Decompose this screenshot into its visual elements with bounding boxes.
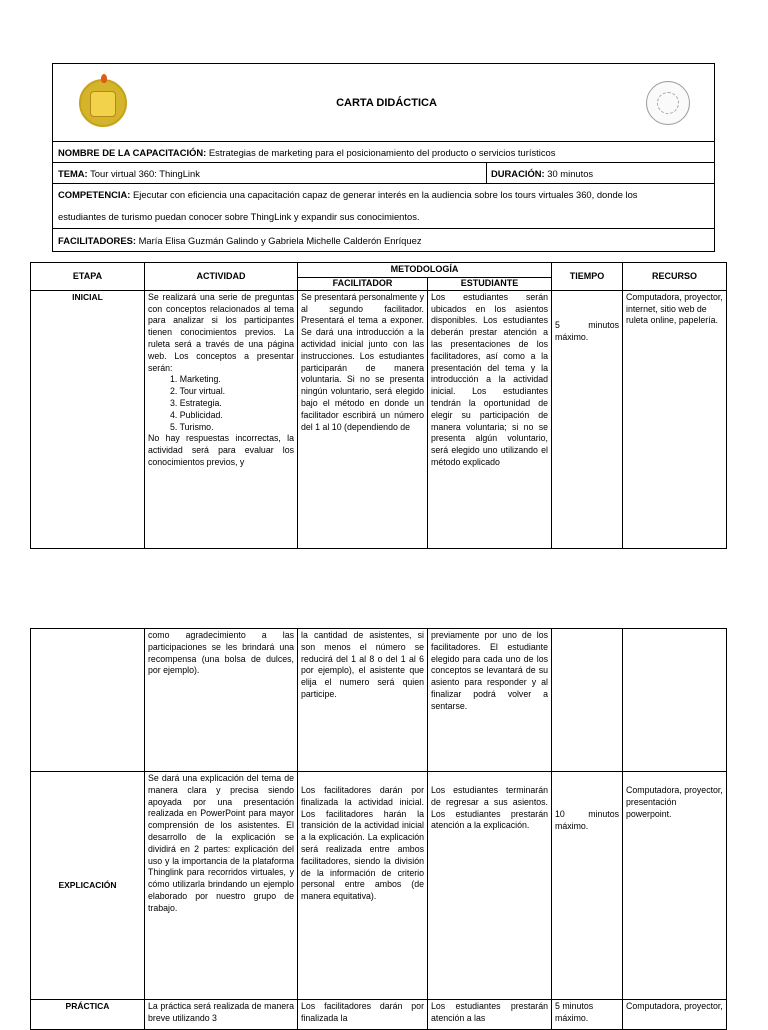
facilitador-explicacion-text: Los facilitadores darán por finalizada la actividad inicial. Los facilitadores harán la transición de la actividad inicial a la explicación. La explicación será realizada entre ambos facilitadores, siendo la división de la información de criterio personal entre ambos (de manera equitativa). [301, 785, 424, 902]
recurso-explicacion-value: Computadora, proyector, presentación powerpoint. [626, 785, 723, 819]
duracion-value: 30 minutos [547, 167, 594, 179]
competencia-value-1: Ejecutar con eficiencia una capacitación capaz de generar interés en la audiencia sobre los tours virtuales 360, donde los [133, 189, 638, 200]
recurso-practica: Computadora, proyector, [623, 1000, 727, 1030]
header-box [52, 63, 715, 252]
estudiante-inicial: Los estudiantes serán ubicados en los asientos disponibles. Los estudiantes deberán prestar atención a las presentaciones de los facilitadores, así como a la presentación del tema y la introducción a la actividad inicial. Los estudiantes tendrán la oportunidad de elegir su participación de manera voluntaria; si no se presenta algún voluntario, será elegido uno utilizando el método explicado [428, 290, 552, 548]
etapa-practica: PRÁCTICA [31, 1000, 145, 1030]
facilitador-continuacion: la cantidad de asistentes, si son menos el número se reducirá del 1 al 8 o del 1 al 6 por ejemplo), el asistente que elija el numero será quien participe. [298, 629, 428, 772]
facilitador-inicial: Se presentará personalmente y al segundo facilitador. Presentará el tema a exponer. Se dará una introducción a la actividad inicial junto con las instrucciones. Los estudiantes participarán de manera voluntaria. Si no se presenta ningún voluntario, será elegido bajo el método en donde un facilitador escribirá un número del 1 al 10 (dependiendo de [298, 290, 428, 548]
tema-value: Tour virtual 360: ThingLink [90, 167, 200, 179]
list-item: 5. Turismo. [170, 421, 214, 432]
actividad-inicial [145, 290, 298, 548]
col-header-recurso: RECURSO [623, 263, 727, 291]
facilitadores-label: FACILITADORES: [58, 234, 136, 246]
planning-table-part-2 [30, 628, 727, 1030]
table-row-continuacion [31, 629, 727, 772]
table-row-inicial [31, 290, 727, 548]
recurso-continuacion [623, 629, 727, 772]
conceptos-list [148, 374, 294, 433]
facilitador-explicacion [298, 772, 428, 1000]
list-item: 2. Tour virtual. [170, 386, 226, 397]
col-header-tiempo: TIEMPO [552, 263, 623, 291]
header-title-row [53, 64, 714, 141]
recurso-inicial: Computadora, proyector, internet, sitio web de ruleta online, papelería. [623, 290, 727, 548]
actividad-continuacion: como agradecimiento a las participaciones se les brindará una recompensa (una bolsa de dulces, por ejemplo). [145, 629, 298, 772]
actividad-explicacion: Se dará una explicación del tema de manera clara y precisa siendo apoyada por una presentación realizada en PowerPoint para mayor comprensión de los asistentes. El desarrollo de la explicación se dividirá en 2 partes: explicación del uso y la importancia de la plataforma Thinglink para recorridos virtuales, y cómo utilizarla brindando un ejemplo elaborado por nuestro grupo de trabajo. [145, 772, 298, 1000]
actividad-inicial-intro: Se realizará una serie de preguntas con conceptos relacionados al tema para analizar si los participantes tienen conocimientos previos. La ruleta será a través de una página web. Los conceptos a presentar serán: [148, 291, 294, 373]
etapa-inicial: INICIAL [31, 290, 145, 548]
actividad-practica: La práctica será realizada de manera breve utilizando 3 [145, 1000, 298, 1030]
tiempo-practica: 5 minutos máximo. [552, 1000, 623, 1030]
facilitadores-value: María Elisa Guzmán Galindo y Gabriela Michelle Calderón Enríquez [138, 234, 422, 246]
department-seal-logo [646, 81, 690, 125]
estudiante-explicacion-text: Los estudiantes terminarán de regresar a sus asientos. Los estudiantes prestarán atención a la explicación. [431, 785, 548, 831]
table-row-practica [31, 1000, 727, 1030]
tiempo-explicacion-value: 10 minutos máximo. [555, 809, 619, 831]
capacitacion-value: Estrategias de marketing para el posicionamiento del producto o servicios turísticos [208, 146, 556, 158]
facilitadores-row [53, 228, 714, 251]
table-row-explicacion [31, 772, 727, 1000]
tiempo-inicial [552, 290, 623, 548]
tiempo-continuacion [552, 629, 623, 772]
document-title: CARTA DIDÁCTICA [336, 96, 437, 109]
recurso-explicacion [623, 772, 727, 1000]
list-item: 1. Marketing. [170, 374, 221, 385]
competencia-value-2: estudiantes de turismo puedan conocer sobre ThingLink y expandir sus conocimientos. [58, 211, 420, 222]
col-header-etapa: ETAPA [31, 263, 145, 291]
competencia-label: COMPETENCIA: [58, 189, 131, 200]
col-header-actividad: ACTIVIDAD [145, 263, 298, 291]
facilitador-practica: Los facilitadores darán por finalizada la [298, 1000, 428, 1030]
col-header-facilitador: FACILITADOR [298, 278, 428, 291]
tiempo-explicacion [552, 772, 623, 1000]
etapa-continuacion [31, 629, 145, 772]
tema-label: TEMA: [58, 167, 88, 179]
capacitacion-label: NOMBRE DE LA CAPACITACIÓN: [58, 146, 207, 158]
planning-table-part-1 [30, 262, 727, 549]
tema-row [53, 162, 714, 183]
estudiante-practica: Los estudiantes prestarán atención a las [428, 1000, 552, 1030]
estudiante-explicacion [428, 772, 552, 1000]
list-item: 3. Estrategia. [170, 397, 222, 408]
etapa-explicacion: EXPLICACIÓN [31, 772, 145, 1000]
col-header-estudiante: ESTUDIANTE [428, 278, 552, 291]
actividad-inicial-outro: No hay respuestas incorrectas, la actividad será para evaluar los conocimientos previos, y [148, 433, 294, 467]
university-seal-logo [79, 79, 127, 127]
duracion-label: DURACIÓN: [491, 167, 545, 179]
capacitacion-row [53, 141, 714, 162]
list-item: 4. Publicidad. [170, 409, 223, 420]
estudiante-continuacion: previamente por uno de los facilitadores. El estudiante elegido para cada uno de los conceptos se levantará de su asiento para responder y al finalizar podrá volver a sentarse. [428, 629, 552, 772]
col-header-metodologia: METODOLOGÍA [298, 263, 552, 278]
tiempo-inicial-value: 5 minutos máximo. [555, 319, 619, 342]
duracion-cell [486, 163, 593, 183]
competencia-row [53, 183, 714, 228]
